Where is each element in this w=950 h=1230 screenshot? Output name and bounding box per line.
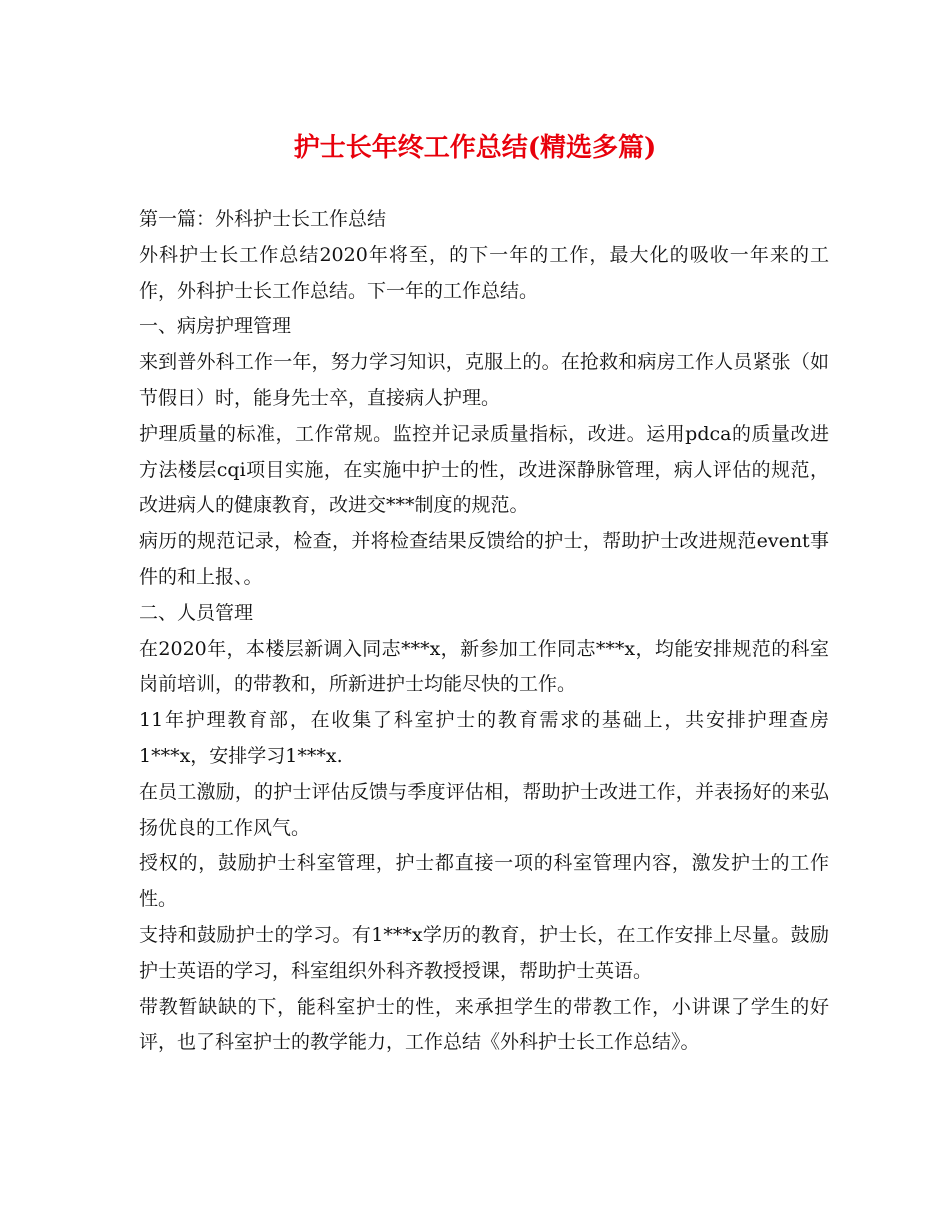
paragraph: 护理质量的标准，工作常规。监控并记录质量指标，改进。运用pdca的质量改进方法楼层cqi项目实施，在实施中护士的性，改进深静脉管理，病人评估的规范，改进病人的健康教育，改进交***制度的规范。 [139,422,829,517]
document-title: 护士长年终工作总结(精选多篇) [293,133,657,163]
section-heading: 二、人员管理 [139,601,254,624]
paragraph: 外科护士长工作总结2020年将至，的下一年的工作，最大化的吸收一年来的工作，外科护士长工作总结。下一年的工作总结。 [139,243,829,302]
paragraph: 带教暂缺缺的下，能科室护士的性，来承担学生的带教工作，小讲课了学生的好评，也了科室护士的教学能力，工作总结《外科护士长工作总结》。 [139,995,829,1054]
paragraph: 11年护理教育部，在收集了科室护士的教育需求的基础上，共安排护理查房1***x，安排学习1***x. [139,709,829,767]
document-body [139,202,829,1061]
paragraph: 在2020年，本楼层新调入同志***x，新参加工作同志***x，均能安排规范的科室岗前培训，的带教和，所新进护士均能尽快的工作。 [139,637,829,696]
paragraph: 在员工激励，的护士评估反馈与季度评估相，帮助护士改进工作，并表扬好的来弘扬优良的工作风气。 [139,780,829,839]
section-heading: 一、病房护理管理 [139,315,292,338]
section-heading: 第一篇：外科护士长工作总结 [139,208,387,230]
paragraph: 授权的，鼓励护士科室管理，护士都直接一项的科室管理内容，激发护士的工作性。 [139,852,829,911]
paragraph: 来到普外科工作一年，努力学习知识，克服上的。在抢救和病房工作人员紧张（如节假日）时，能身先士卒，直接病人护理。 [139,351,829,409]
paragraph: 病历的规范记录，检查，并将检查结果反馈给的护士，帮助护士改进规范event事件的和上报、。 [139,530,829,588]
paragraph: 支持和鼓励护士的学习。有1***x学历的教育，护士长，在工作安排上尽量。鼓励护士英语的学习，科室组织外科齐教授授课，帮助护士英语。 [139,923,829,982]
